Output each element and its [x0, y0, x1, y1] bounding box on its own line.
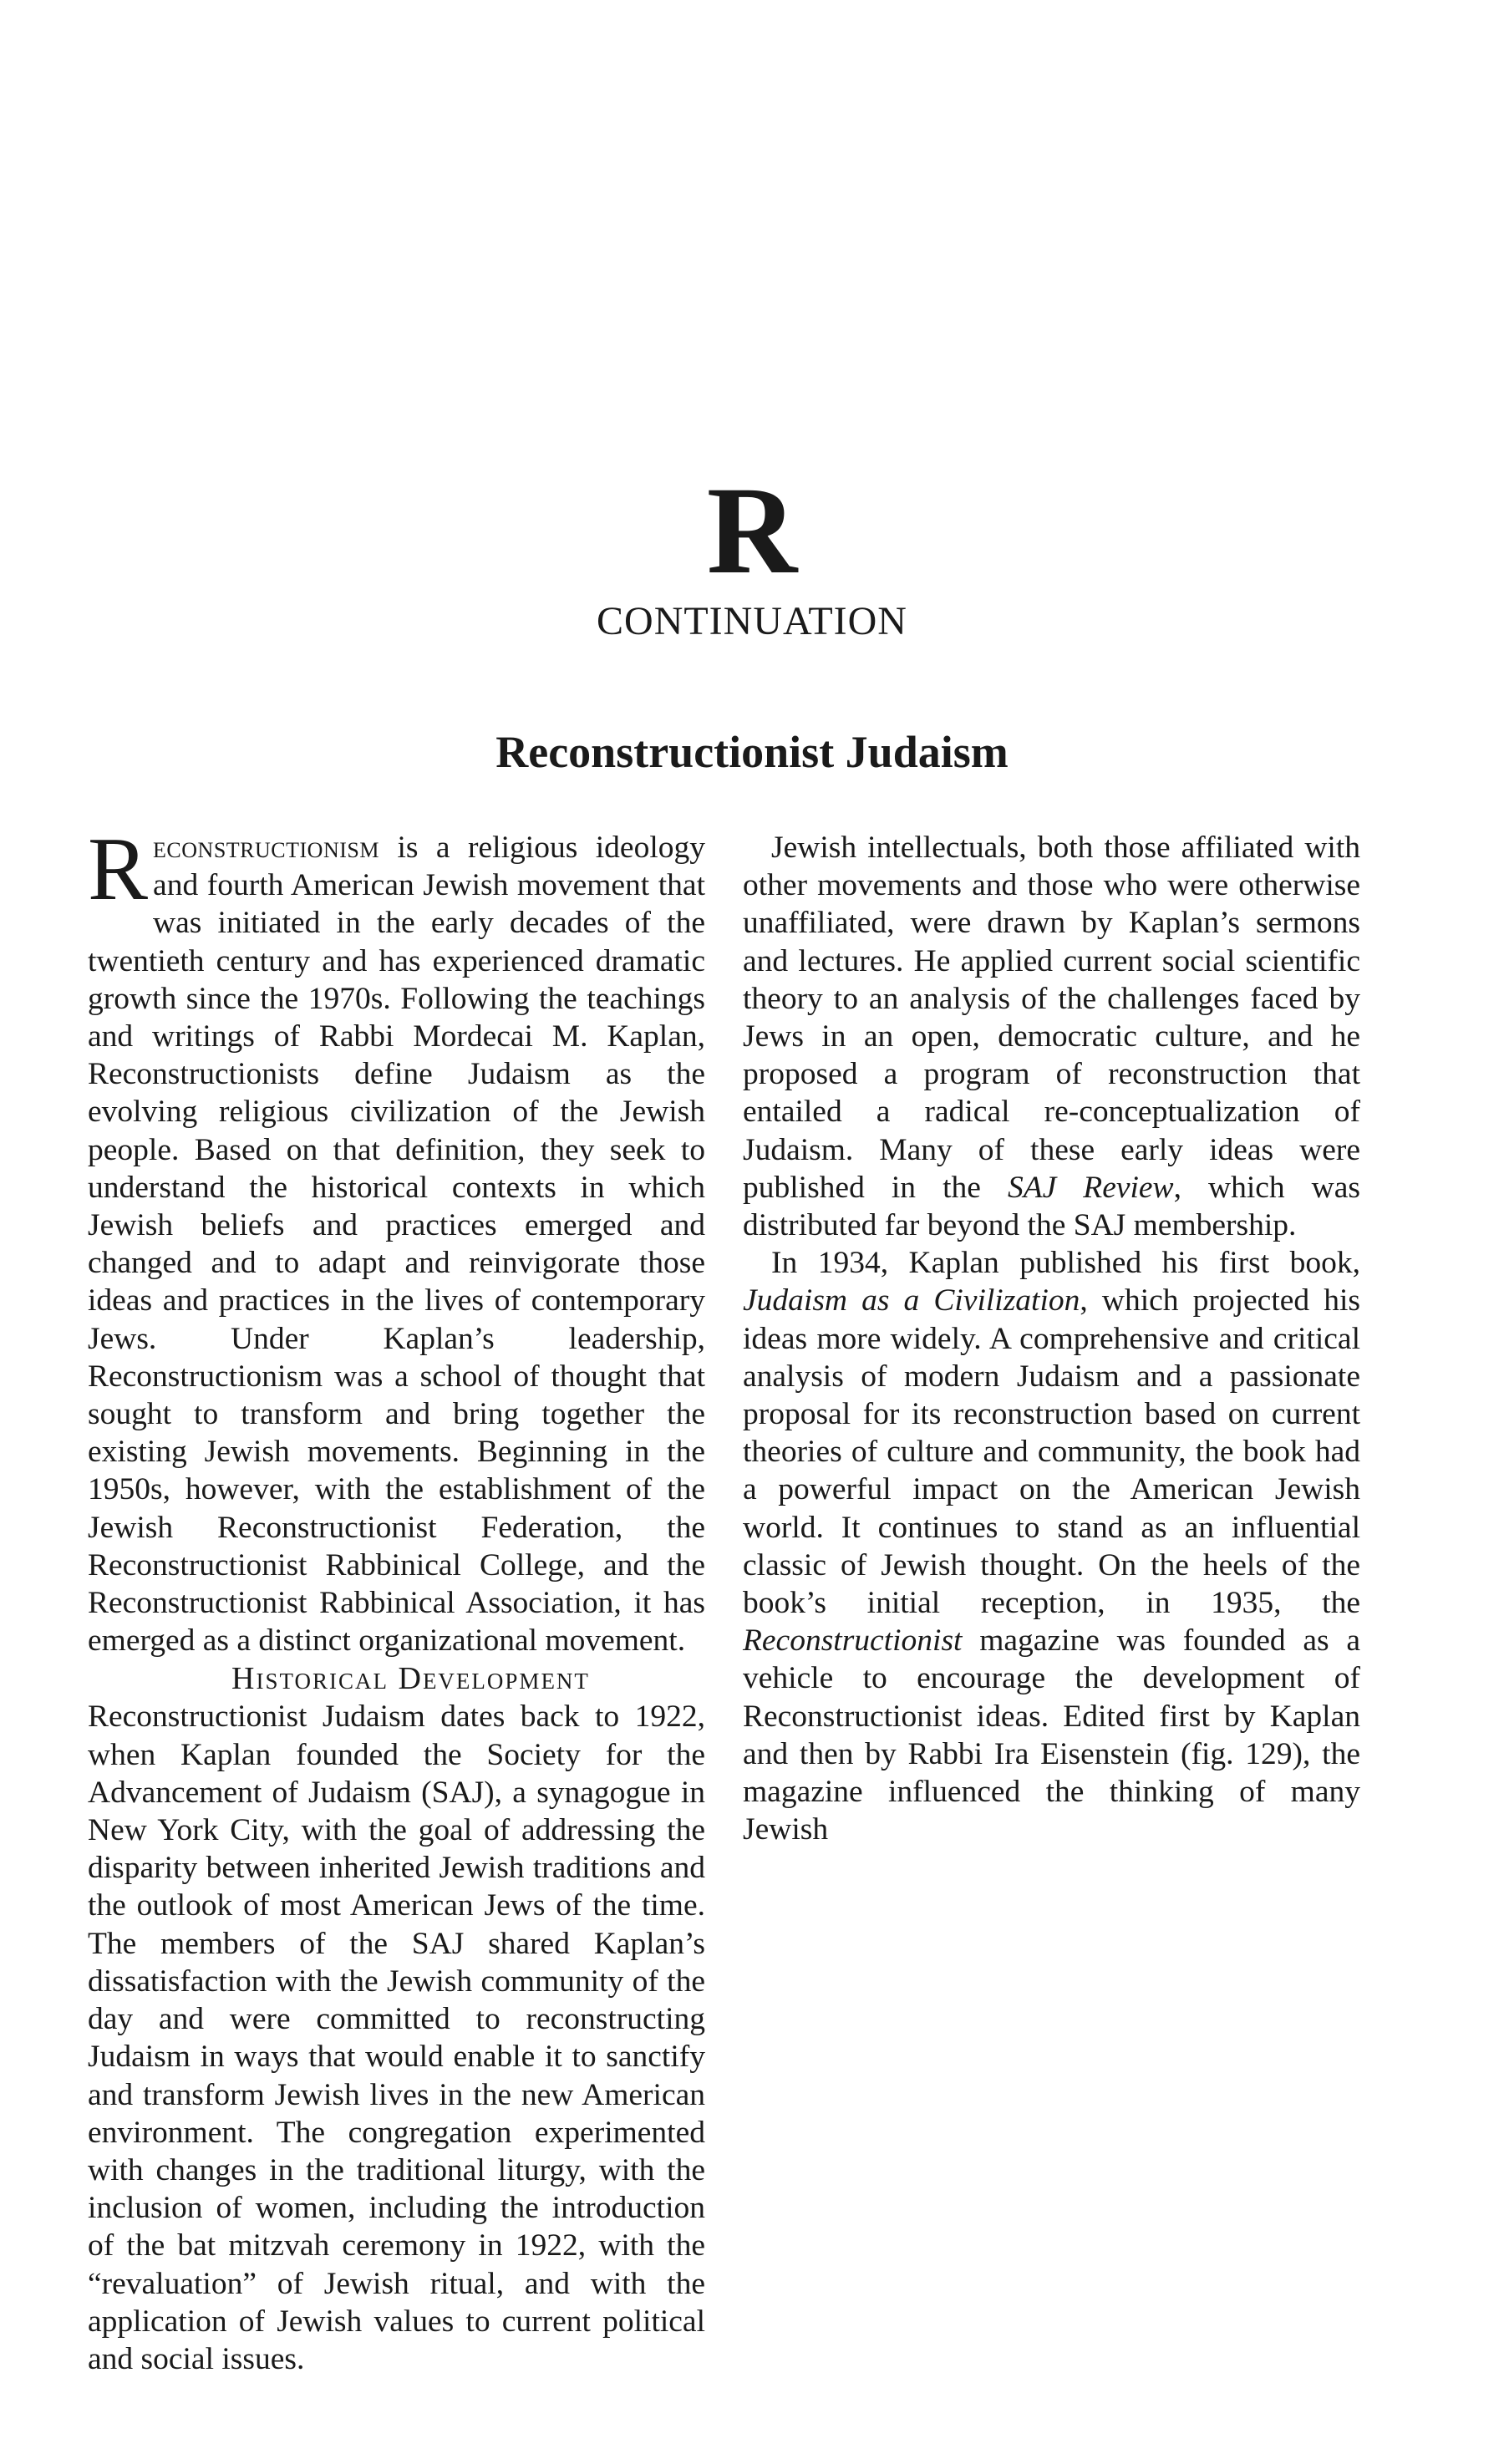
article-title: Reconstructionist Judaism	[495, 727, 1009, 777]
drop-cap: R	[88, 820, 149, 919]
history-paragraph: Reconstructionist Judaism dates back to 1922, when Kaplan founded the Society for the Advancement of Judaism (SAJ), a synagogue in New York City, with the goal of addressing the disparity between inherited Jewish traditions and the outlook of most American Jews of the time. The members of the SAJ shared Kaplan’s dissatisfaction with the Jewish community of the day and were committed to reconstructing Judaism in ways that would enable it to sanctify and transform Jewish lives in the new American environment. The congregation experimented with changes in the traditional liturgy, with the inclusion of women, including the introduction of the bat mitzvah ceremony in 1922, with the “revaluation” of Jewish ritual, and with the application of Jewish values to current political and social issues.	[88, 1699, 705, 2376]
book-title: Judaism as a Civilization	[743, 1283, 1080, 1318]
saj-review-title: SAJ Review	[1007, 1170, 1174, 1205]
left-column	[88, 820, 705, 2378]
continuation-label: CONTINUATION	[597, 599, 907, 643]
intellectuals-paragraph: Jewish intellectuals, both those affiliated with other movements and those who were otherwise unaffiliated, were drawn by Kaplan’s sermons and lectures. He applied current social scientific theory to an analysis of the challenges faced by Jews in an open, democratic culture, and he proposed a program of reconstruction that entailed a radical re-conceptualization of Judaism. Many of these early ideas were published in the SAJ Review, which was distributed far beyond the SAJ membership.	[743, 831, 1361, 1243]
intro-text: is a religious ideology and fourth American Jewish movement that was initiated in the early decades of the twentieth century and has experienced dramatic growth since the 1970s. Following the teachings and writings of Rabbi Mordecai M. Kaplan, Reconstructionists define Judaism as the evolving religious civilization of the Jewish people. Based on that definition, they seek to understand the historical contexts in which Jewish beliefs and practices emerged and changed and to adapt and reinvigorate those ideas and practices in the lives of contemporary Jews. Under Kaplan’s leadership, Reconstructionism was a school of thought that sought to transform and bring together the existing Jewish movements. Beginning in the 1950s, however, with the establishment of the Jewish Reconstructionist Federation, the Reconstructionist Rabbinical College, and the Reconstructionist Rabbinical Association, it has emerged as a distinct organizational movement.	[88, 831, 705, 1659]
book-paragraph: In 1934, Kaplan published his first book, Judaism as a Civilization, which projected his ideas more widely. A comprehensive and critical analysis of modern Judaism and a passionate proposal for its reconstruction based on current theories of culture and community, the book had a powerful impact on the American Jewish world. It continues to stand as an influential classic of Jewish thought. On the heels of the book’s initial reception, in 1935, the Reconstructionist magazine was founded as a vehicle to encourage the development of Reconstructionist ideas. Edited first by Kaplan and then by Rabbi Ira Eisenstein (fig. 129), the magazine influenced the thinking of many Jewish	[743, 1246, 1361, 1847]
right-column	[743, 829, 1360, 1848]
intro-lead-word: econstructionism	[153, 831, 379, 865]
intro-paragraph	[88, 820, 705, 1659]
section-heading: Historical Development	[231, 1661, 590, 1697]
magazine-title: Reconstructionist	[743, 1623, 963, 1659]
section-letter: R	[706, 461, 798, 600]
